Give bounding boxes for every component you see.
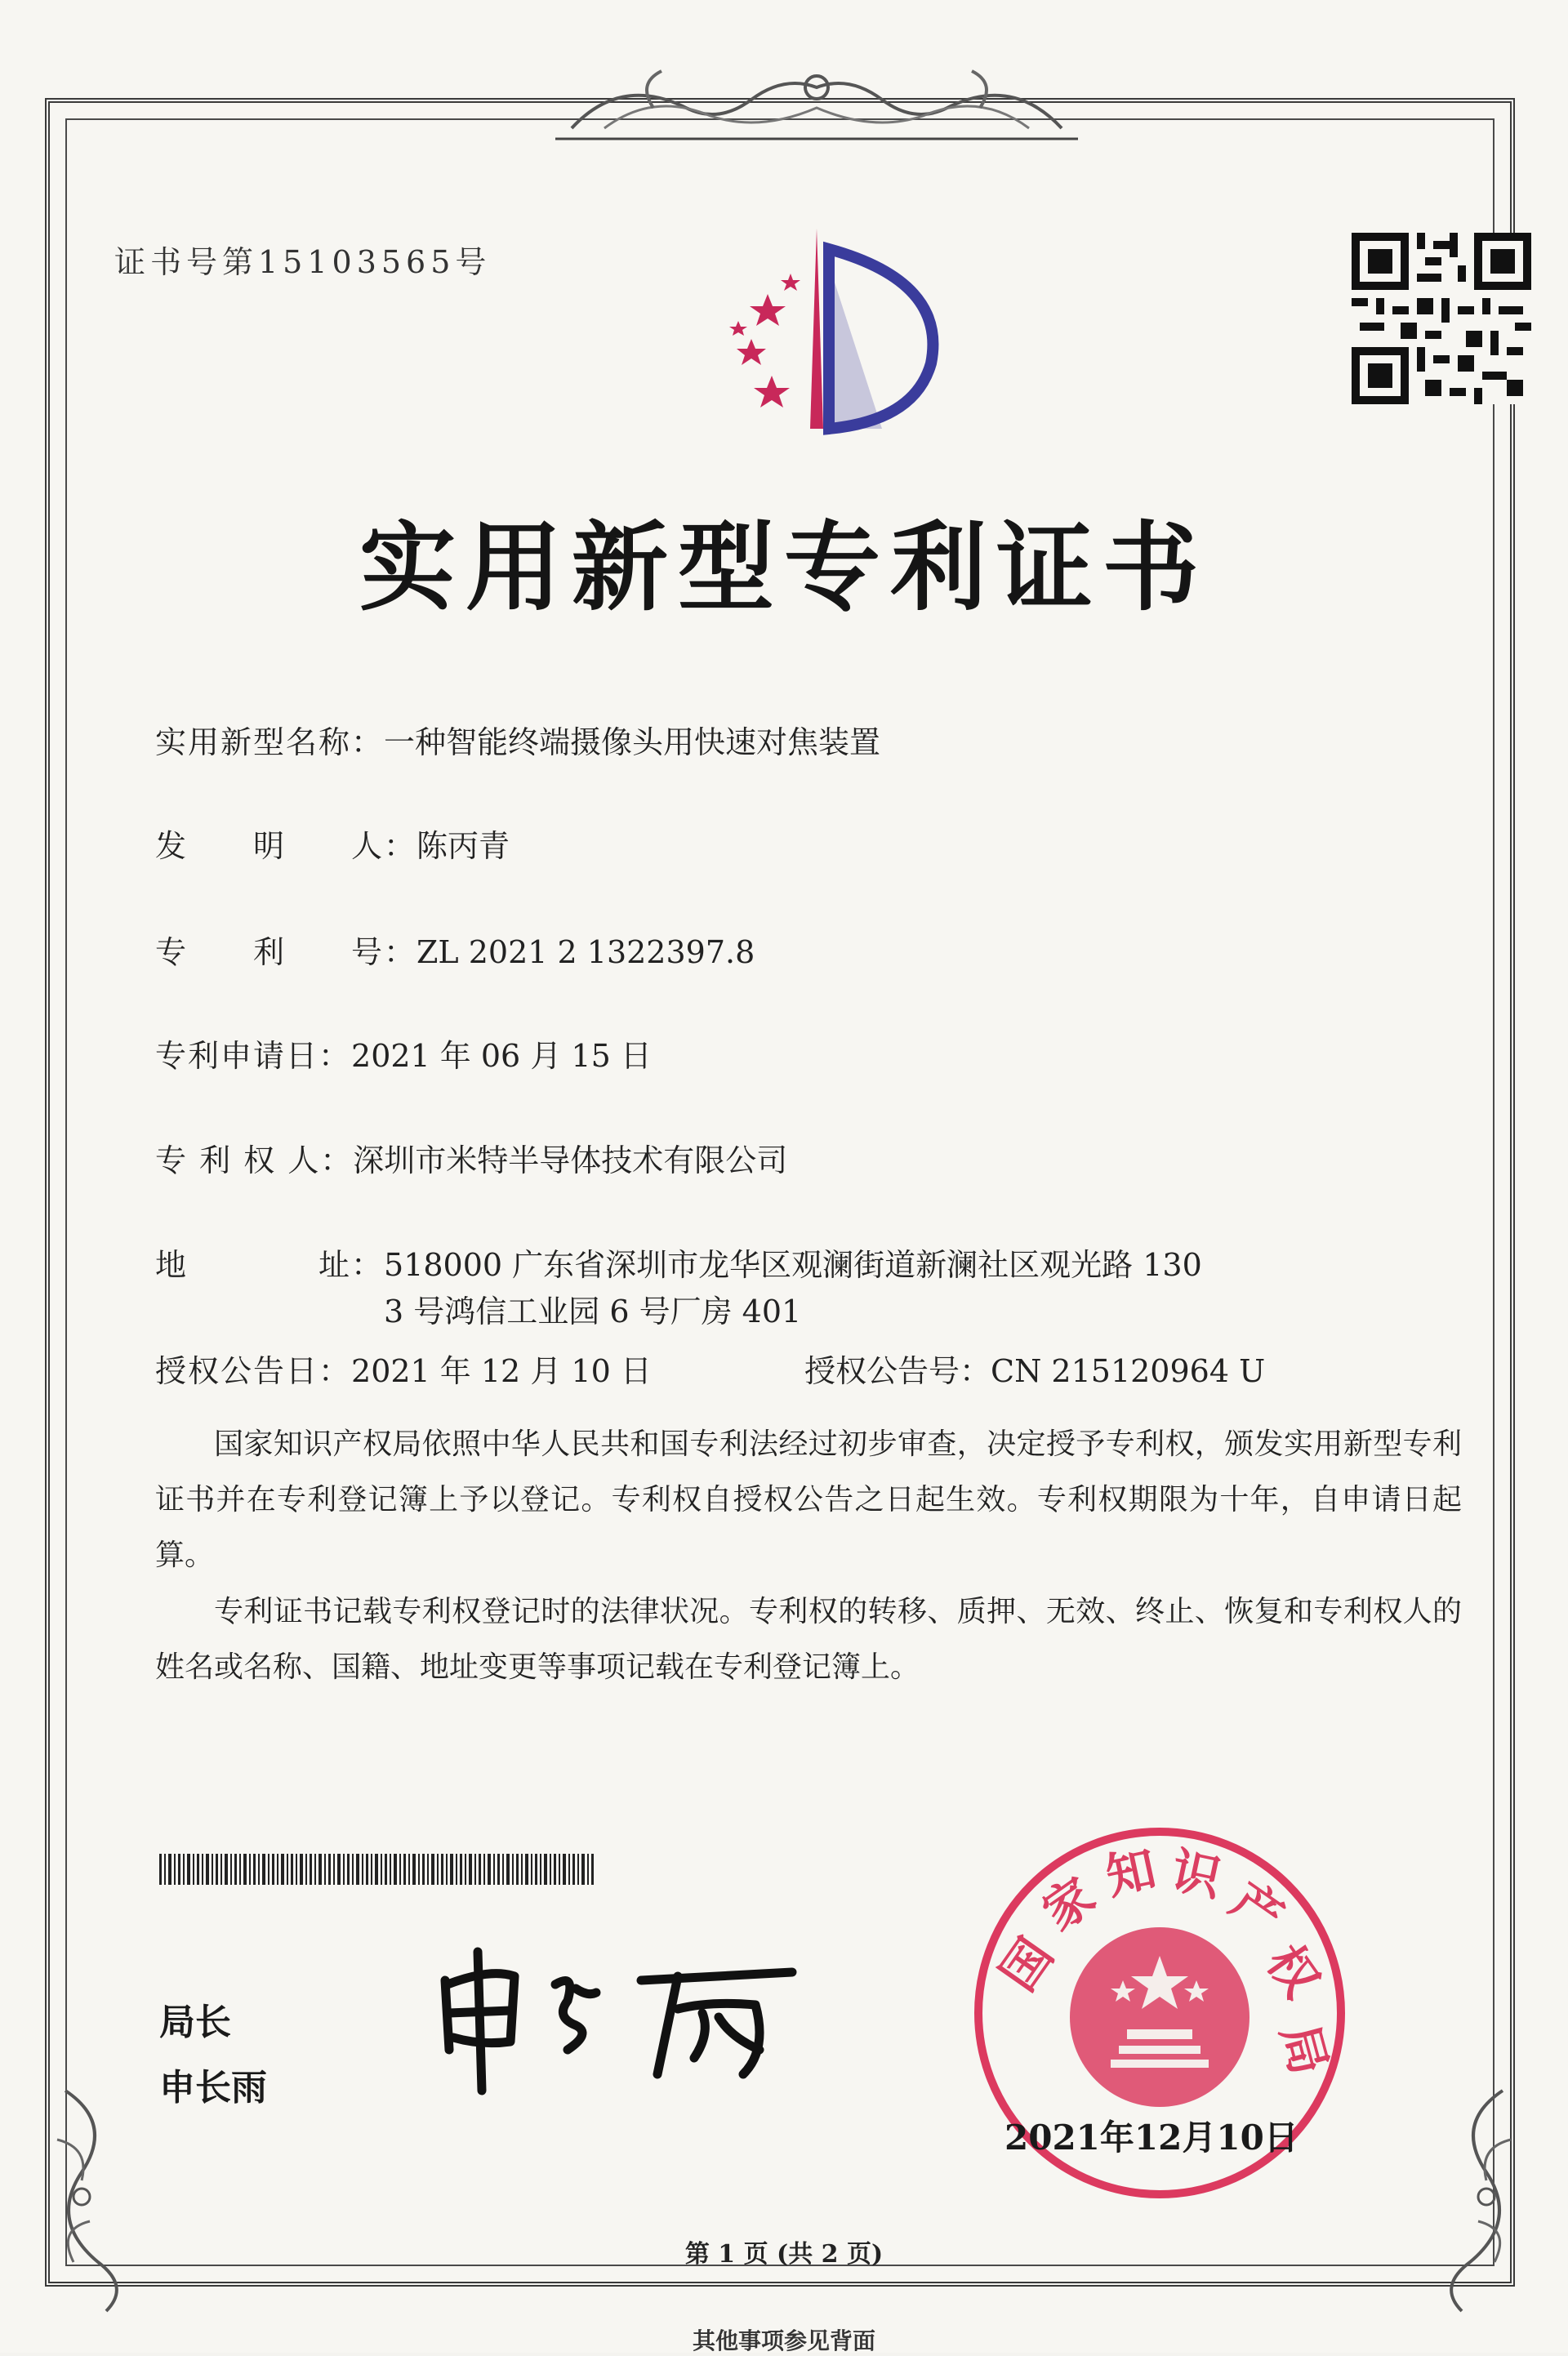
field-label: 授权公告日： — [155, 1353, 352, 1389]
field-value: 一种智能终端摄像头用快速对焦装置 — [384, 724, 881, 760]
qr-code-icon — [1352, 233, 1531, 404]
svg-text:局: 局 — [1269, 2018, 1338, 2081]
address-line-2: 3 号鸿信工业园 6 号厂房 401 — [384, 1294, 802, 1329]
field-label: 授权公告号： — [804, 1353, 991, 1389]
field-label: 发 明 人： — [155, 828, 417, 864]
svg-text:识: 识 — [1166, 1842, 1227, 1908]
field-grant-date — [155, 1346, 652, 1391]
body-paragraph-2: 专利证书记载专利权登记时的法律状况。专利权的转移、质押、无效、终止、恢复和专利权人的姓名或名称、国籍、地址变更等事项记载在专利登记簿上。 — [155, 1595, 1462, 1684]
svg-text:权: 权 — [1254, 1935, 1330, 2008]
svg-text:国: 国 — [989, 1928, 1065, 2002]
footer-note: 其他事项参见背面 — [692, 2327, 875, 2354]
field-value: 518000 广东省深圳市龙华区观澜街道新澜社区观光路 130 — [384, 1247, 1202, 1283]
field-value: CN 215120964 U — [991, 1353, 1266, 1389]
field-label: 地 址： — [155, 1247, 385, 1283]
field-label: 专利申请日： — [155, 1038, 352, 1074]
certificate-number: 证书号第15103565号 — [114, 244, 492, 280]
handwritten-signature-icon — [433, 1935, 825, 2099]
top-ornament-icon — [555, 51, 1078, 149]
field-value: 陈丙青 — [416, 828, 510, 864]
field-address — [155, 1240, 1202, 1285]
certificate-title: 实用新型专利证书 — [359, 511, 1209, 624]
barcode-icon — [159, 1854, 596, 1885]
field-model-name — [155, 717, 880, 762]
field-inventor — [155, 821, 510, 866]
field-label: 专 利 号： — [155, 934, 417, 970]
director-name: 申长雨 — [159, 2067, 267, 2109]
svg-text:家: 家 — [1032, 1867, 1106, 1943]
field-value: ZL 2021 2 1322397.8 — [416, 934, 755, 970]
svg-text:产: 产 — [1220, 1871, 1294, 1947]
field-value: 2021 年 12 月 10 日 — [351, 1353, 652, 1389]
bottom-left-ornament-icon — [33, 2074, 147, 2319]
field-application-date — [155, 1031, 652, 1076]
svg-text:知: 知 — [1101, 1840, 1161, 1907]
field-label: 专 利 权 人： — [155, 1142, 354, 1178]
field-patent-no — [155, 927, 755, 972]
field-grant-no — [804, 1346, 1265, 1391]
field-label: 实用新型名称： — [155, 724, 385, 760]
cnipa-emblem-icon — [686, 225, 964, 437]
field-value: 2021 年 06 月 15 日 — [351, 1038, 652, 1074]
field-patentee — [155, 1135, 787, 1180]
body-paragraph-1: 国家知识产权局依照中华人民共和国专利法经过初步审查，决定授予专利权，颁发实用新型专利证书并在专利登记簿上予以登记。专利权自授权公告之日起生效。专利权期限为十年，自申请日起算。 — [155, 1427, 1462, 1572]
page-number: 第 1 页 (共 2 页) — [684, 2240, 884, 2269]
bottom-right-ornament-icon — [1421, 2074, 1535, 2319]
seal-date: 2021年12月10日 — [1004, 2118, 1298, 2158]
field-value: 深圳市米特半导体技术有限公司 — [353, 1142, 788, 1178]
director-title: 局长 — [159, 2002, 231, 2043]
